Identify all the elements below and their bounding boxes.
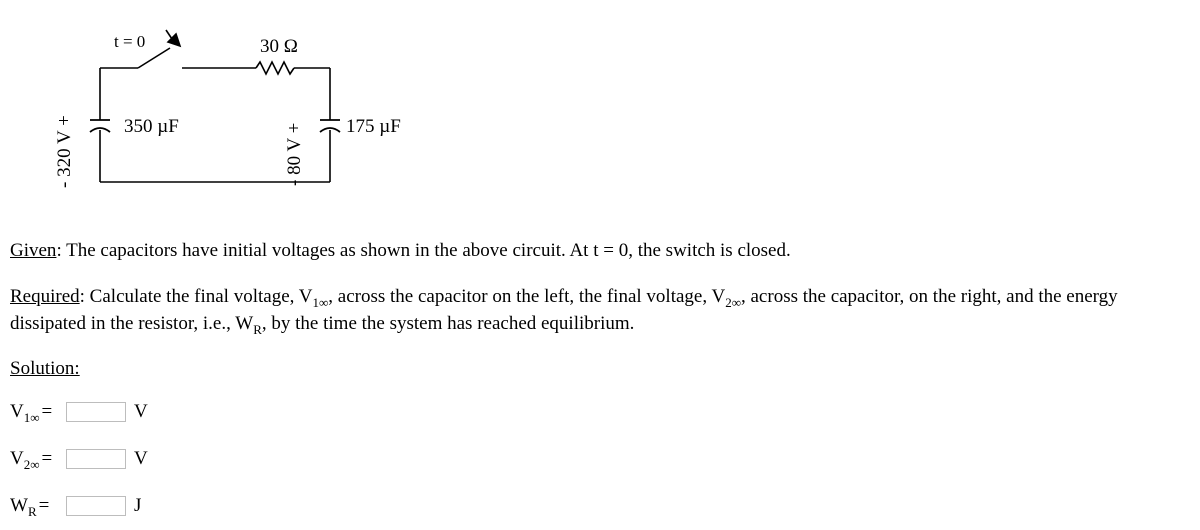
required-sub2: 2∞ (725, 295, 741, 310)
required-line2b: , by the time the system has reached equilibrium. (261, 313, 635, 334)
cap-left-label: 350 µF (124, 116, 179, 137)
answer-label: $W_R$ = (10, 495, 50, 519)
required-sub1: 1∞ (312, 295, 329, 310)
required-paragraph-line2 (10, 309, 634, 340)
switch-label: t = 0 (114, 32, 146, 51)
required-part2: , across the capacitor on the left, the final voltage, V (328, 286, 726, 307)
given-paragraph (10, 236, 791, 266)
answer-unit: V (134, 448, 148, 469)
source-left-voltage: - 320 V + (54, 115, 75, 188)
switch-blade (138, 48, 170, 68)
given-text: : The capacitors have initial voltages as shown in the above circuit. At t = 0, the switch is closed. (56, 240, 791, 261)
resistor-label: 30 Ω (260, 36, 298, 57)
answer-row-v1 (10, 400, 148, 424)
answer-row-wr (10, 494, 141, 518)
v1-answer-input[interactable] (66, 402, 126, 422)
required-part3: , across the capacitor, on the right, and the energy (741, 286, 1118, 307)
given-heading: Given (10, 240, 57, 261)
cap-right-label: 175 µF (346, 116, 401, 137)
solution-heading: Solution: (10, 358, 80, 379)
wr-answer-input[interactable] (66, 496, 126, 516)
switch-arrow-icon (166, 30, 180, 46)
required-line2a: dissipated in the resistor, i.e., W (10, 313, 254, 334)
required-heading: Required (10, 286, 80, 307)
answer-label: $V_{2\infty}$ = (10, 448, 53, 472)
answer-unit: V (134, 401, 148, 422)
v2-answer-input[interactable] (66, 449, 126, 469)
resistor-zigzag (256, 62, 294, 74)
answer-row-v2 (10, 447, 148, 471)
answer-unit: J (134, 495, 142, 516)
source-right-voltage: - 80 V + (284, 122, 305, 186)
circuit-diagram (0, 0, 440, 200)
required-part1: : Calculate the final voltage, V (79, 286, 313, 307)
required-sub3: R (253, 322, 262, 337)
answer-label: $V_{1\infty}$ = (10, 401, 53, 425)
